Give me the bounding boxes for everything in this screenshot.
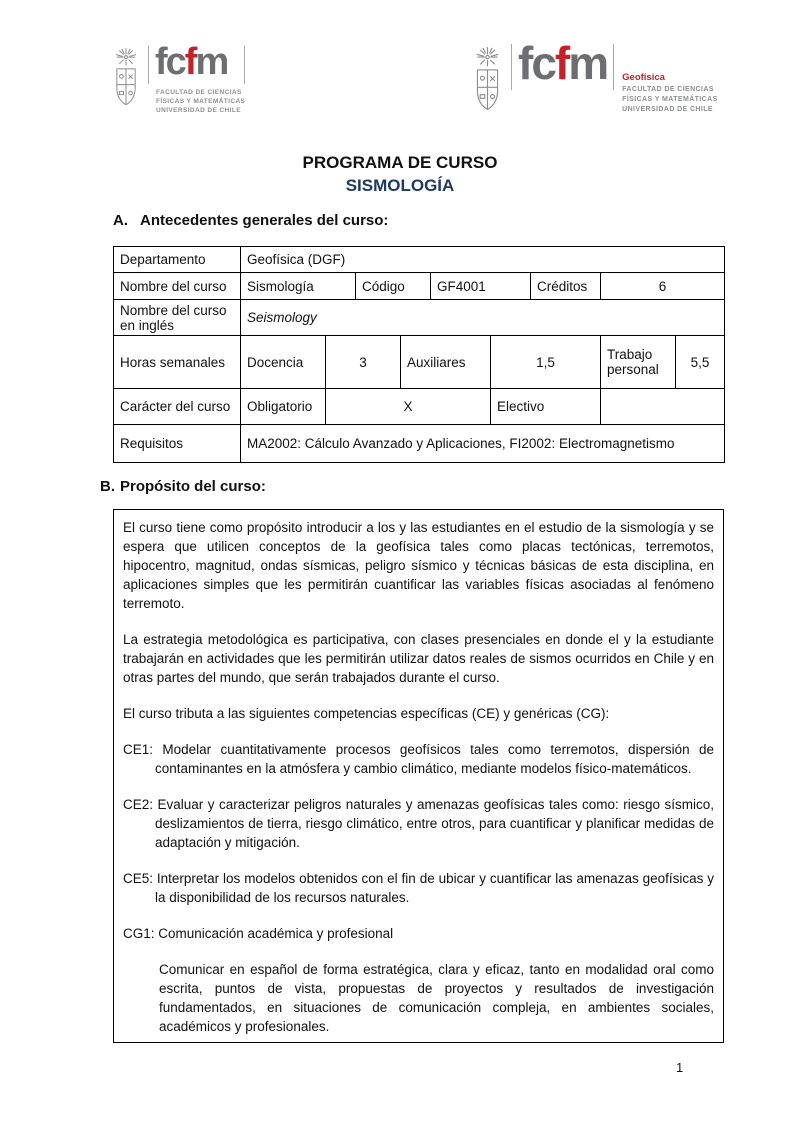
- fcfm-geofisica-logo-right: [471, 37, 718, 116]
- trabajo-personal-value-cell: 5,5: [676, 336, 725, 389]
- electivo-label-cell: Electivo: [491, 389, 601, 425]
- requisitos-label-cell: Requisitos: [114, 425, 241, 463]
- wordmark-fc: fc: [155, 41, 185, 83]
- departamento-value-cell: Geofísica (DGF): [241, 247, 725, 273]
- title-block: [0, 151, 800, 197]
- wordmark-f-red: f: [554, 37, 569, 89]
- faculty-line-2: FÍSICAS Y MATEMÁTICAS: [156, 98, 246, 106]
- competencia-ce2: CE2: Evaluar y caracterizar peligros naturales y amenazas geofísicas tales como: riesgo sísmico, deslizamientos de tierra, riesgo climático, entre otros, para cuantificar y planificar medidas de adaptación y mitigación.: [123, 797, 714, 850]
- faculty-name-lines: [156, 88, 245, 116]
- auxiliares-label-cell: Auxiliares: [401, 336, 491, 389]
- obligatorio-label-cell: Obligatorio: [241, 389, 326, 425]
- faculty-line-3: UNIVERSIDAD DE CHILE: [156, 107, 241, 115]
- horas-label-cell: Horas semanales: [114, 336, 241, 389]
- table-row-nombre-ingles: [114, 300, 725, 336]
- docencia-label-cell: Docencia: [241, 336, 326, 389]
- course-name-subtitle: SISMOLOGÍA: [345, 176, 455, 195]
- competencia-ce1: CE1: Modelar cuantitativamente procesos geofísicos tales como terremotos, dispersión de contaminantes en la atmósfera y cambio climático, mediante modelos físico-matemáticos.: [123, 742, 714, 776]
- geofisica-label: Geofísica: [622, 72, 665, 83]
- requisitos-value-cell: MA2002: Cálculo Avanzado y Aplicaciones, FI2002: Electromagnetismo: [241, 425, 725, 463]
- faculty-name-lines: [622, 85, 718, 115]
- competencias-intro: El curso tributa a las siguientes competencias específicas (CE) y genéricas (CG):: [123, 706, 610, 721]
- docencia-value-cell: 3: [326, 336, 401, 389]
- competencia-ce5: CE5: Interpretar los modelos obtenidos con el fin de ubicar y cuantificar las amenazas geofísicas y la disponibilidad de los recursos naturales.: [123, 871, 714, 905]
- table-row-nombre-curso: [114, 273, 725, 300]
- document-title: PROGRAMA DE CURSO: [302, 153, 498, 172]
- section-a-label: A.: [113, 212, 128, 229]
- nombre-ingles-value-cell: Seismology: [241, 300, 725, 336]
- caracter-label-cell: Carácter del curso: [114, 389, 241, 425]
- auxiliares-value-cell: 1,5: [491, 336, 601, 389]
- table-row-requisitos: [114, 425, 725, 463]
- obligatorio-mark-cell: X: [326, 389, 491, 425]
- nombre-curso-value-cell: Sismología: [241, 273, 356, 300]
- cg1-description: Comunicar en español de forma estratégica, clara y eficaz, tanto en modalidad oral como escrita, puntos de vista, propuestas de proyectos y resultados de investigación fundamentados, en situaciones de comunicación compleja, en ambientes sociales, académicos y profesionales.: [159, 962, 714, 1034]
- faculty-line-1: FACULTAD DE CIENCIAS: [156, 88, 242, 96]
- table-row-horas-semanales: [114, 336, 725, 389]
- course-info-table: [113, 246, 725, 463]
- section-b-text: Propósito del curso:: [120, 478, 266, 495]
- wordmark-m: m: [195, 41, 228, 83]
- purpose-paragraph-2: La estrategia metodológica es participativa, con clases presenciales en donde el y la estudiante trabajarán en actividades que les permitirán utilizar datos reales de sismos ocurridos en Chile y en otras partes del mundo, que serán trabajados durante el curso.: [123, 632, 714, 685]
- university-of-chile-crest-icon: [111, 46, 141, 110]
- competencia-cg1: CG1: Comunicación académica y profesional: [123, 926, 394, 941]
- codigo-value-cell: GF4001: [431, 273, 531, 300]
- creditos-label-cell: Créditos: [531, 273, 601, 300]
- section-b-heading: [100, 478, 266, 495]
- purpose-paragraph-1: El curso tiene como propósito introducir a los y las estudiantes en el estudio de la sismología y se espera que utilicen conceptos de la geofísica tales como placas tectónicas, terremotos, hipocentro, magnitud, ondas sísmicas, peligro sísmico y técnicas básicas de esta disciplina, en aplicaciones simples que les permitirán cuantificar las variables físicas asociadas al fenómeno terremoto.: [123, 520, 714, 611]
- wordmark-m: m: [568, 37, 608, 89]
- section-a-text: Antecedentes generales del curso:: [140, 212, 389, 229]
- creditos-value-cell: 6: [601, 273, 725, 300]
- course-purpose-box: [113, 509, 724, 1043]
- table-row-caracter: [114, 389, 725, 425]
- fcfm-wordmark: [148, 41, 245, 84]
- wordmark-f-red: f: [184, 41, 196, 83]
- fcfm-logo-left: [111, 41, 246, 116]
- table-row-departamento: [114, 247, 725, 273]
- faculty-line-1: FACULTAD DE CIENCIAS: [622, 86, 714, 93]
- faculty-line-2: FÍSICAS Y MATEMÁTICAS: [622, 96, 718, 104]
- wordmark-fc: fc: [518, 37, 555, 89]
- departamento-label-cell: Departamento: [114, 247, 241, 273]
- electivo-mark-cell: [601, 389, 725, 425]
- codigo-label-cell: Código: [356, 273, 431, 300]
- nombre-ingles-label-cell: Nombre del curso en inglés: [114, 300, 241, 336]
- section-b-label: B.: [100, 478, 115, 495]
- section-a-heading: [113, 212, 388, 229]
- fcfm-wordmark: [511, 37, 614, 90]
- page-number: 1: [676, 1060, 684, 1075]
- trabajo-personal-label-cell: Trabajo personal: [601, 336, 676, 389]
- faculty-line-3: UNIVERSIDAD DE CHILE: [622, 106, 713, 114]
- university-of-chile-crest-icon: [471, 44, 504, 116]
- nombre-curso-label-cell: Nombre del curso: [114, 273, 241, 300]
